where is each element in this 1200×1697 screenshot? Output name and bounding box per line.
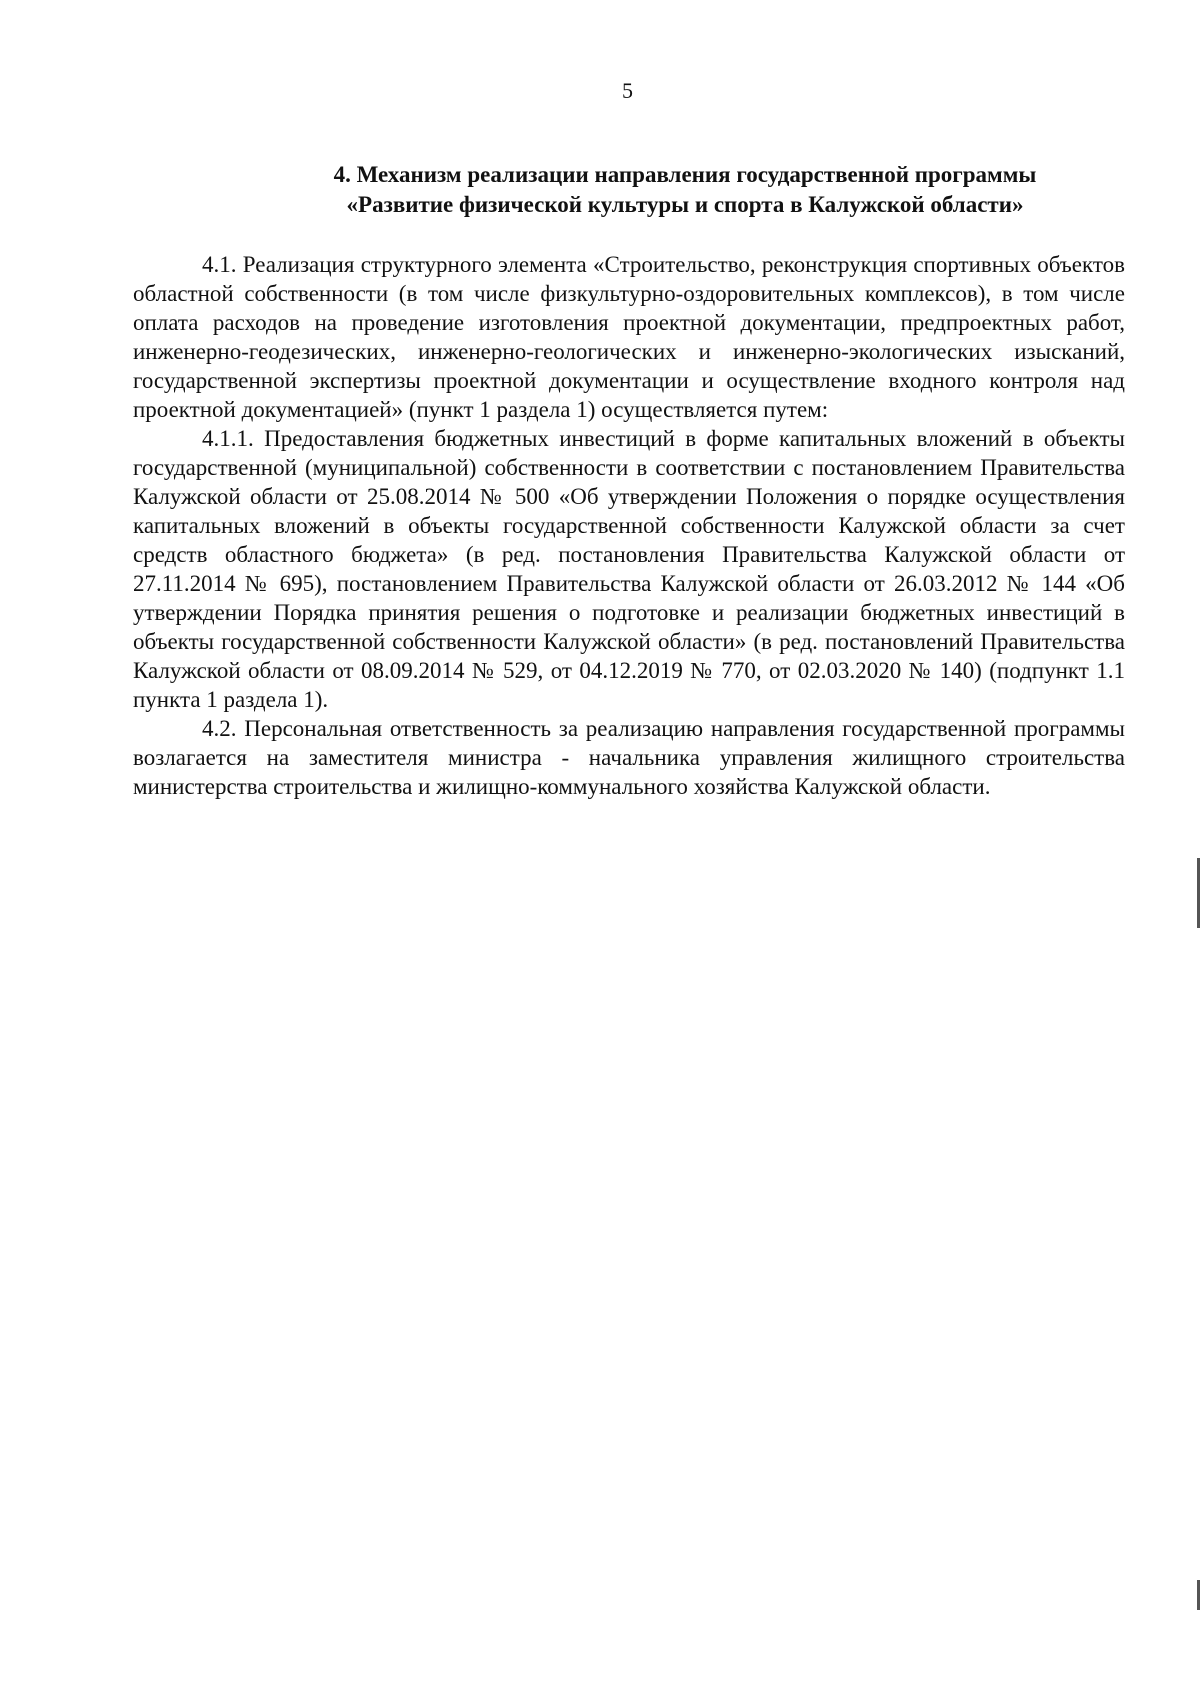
paragraph-4-2: 4.2. Персональная ответственность за реализацию направления государственной программы возлагается на заместителя министра - начальника управления жилищного строительства министерства строительства и жилищно-коммунального хозяйства Калужской области. [133,716,1125,799]
page-number: 5 [622,78,633,103]
paragraph-4-1-1: 4.1.1. Предоставления бюджетных инвестиций в форме капитальных вложений в объекты государственной (муниципальной) собственности в соответствии с постановлением Правительства Калужской области от 25.08.2014 № 500 «Об утверждении Положения о порядке осуществления капитальных вложений в объекты государственной собственности Калужской области за счет средств областного бюджета» (в ред. постановления Правительства Калужской области от 27.11.2014 № 695), постановлением Правительства Калужской области от 26.03.2012 № 144 «Об утверждении Порядка принятия решения о подготовке и реализации бюджетных инвестиций в объекты государственной собственности Калужской области» (в ред. постановлений Правительства Калужской области от 08.09.2014 № 529, от 04.12.2019 № 770, от 02.03.2020 № 140) (подпункт 1.1 пункта 1 раздела 1). [133,426,1125,712]
section-title [200,160,1170,220]
section-title-line-2: «Развитие физической культуры и спорта в Калужской области» [346,192,1024,217]
document-body [133,250,1125,801]
section-title-line-1: 4. Механизм реализации направления государственной программы [333,162,1037,187]
paragraph-4-1: 4.1. Реализация структурного элемента «Строительство, реконструкция спортивных объектов областной собственности (в том числе физкультурно-оздоровительных комплексов), в том числе оплата расходов на проведение изготовления проектной документации, предпроектных работ, инженерно-геодезических, инженерно-геологических и инженерно-экологических изысканий, государственной экспертизы проектной документации и осуществление входного контроля над проектной документацией» (пункт 1 раздела 1) осуществляется путем: [133,252,1125,422]
